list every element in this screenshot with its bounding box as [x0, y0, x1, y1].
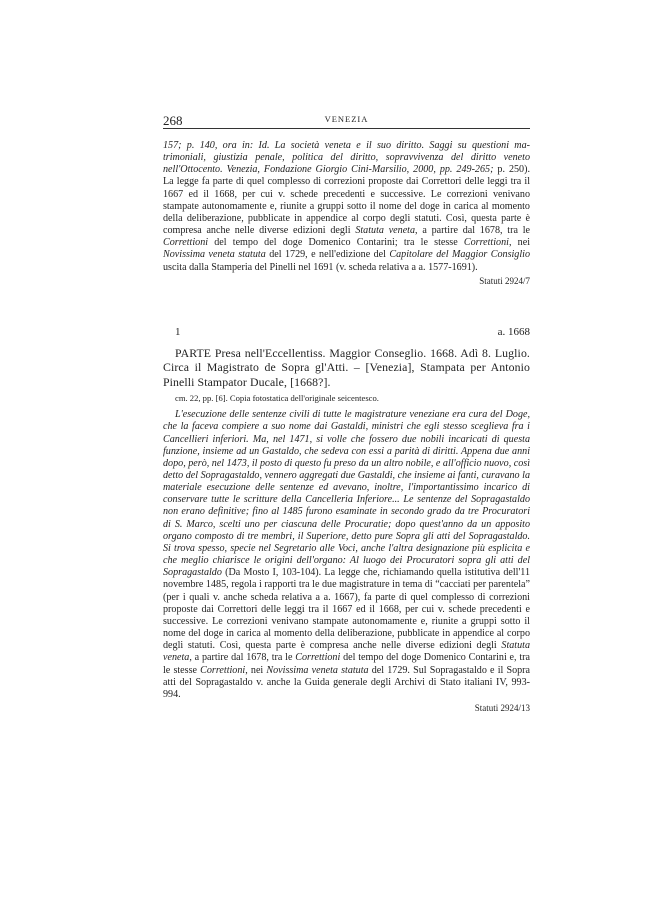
note-text-1: (Da Mosto I, 103-104). La legge che, richiamando quella istitutiva dell'11 novembre 1485, regola i rapporti tra le due magistrature in tema di “cacciati per parentela” (per i quali v. anche scheda relativa a a. 1667), fa parte di quel complesso di correzioni proposte dai Correttori delle leggi tra il 1667 ed il 1668, per cui v. schede precedenti e successive. Le correzioni venivano stampate autonomamente e, riunite a gruppi sotto il nome del doge in carica al momento della deliberazione, pubblicate in appendice al corpo degli statuti. Così, questa parte è compresa anche nelle diverse edizioni degli	[163, 567, 530, 652]
continuation-segment: delle leggi tra il 1667 ed il 1668, per cui v. schede precedenti e successive. Le	[163, 176, 531, 200]
continuation-segment: Id. La società veneta e il suo diritto. Saggi su questioni ma-	[258, 140, 531, 151]
continuation-segment: degli	[330, 225, 356, 237]
entry-description: cm. 22, pp. [6]. Copia fotostatica dell'originale seicentesco.	[175, 393, 379, 404]
continuation-segment: 1729, e nell'edizione del	[284, 249, 390, 261]
note-italic-2: Statuta veneta	[163, 640, 530, 664]
running-title: VENEZIA	[324, 114, 369, 124]
page	[163, 110, 530, 714]
continuation-segment: Capitolare del Maggior Consiglio	[389, 249, 531, 261]
continuation-segment: Novissima veneta statuta	[163, 249, 266, 261]
entry-number: 1	[175, 325, 181, 338]
shelfmark: Statuti 2924/13	[474, 702, 530, 713]
entry-note	[163, 409, 530, 701]
continuation-segment: , nei	[508, 237, 530, 249]
continuation-segment: Correttioni	[163, 237, 209, 249]
continuation-segment: corpo degli statuti. Così, questa parte è compresa anche nelle diverse edizioni	[163, 212, 530, 237]
continuation-segment: , a partire dal 1678, tra le	[415, 225, 530, 237]
continuation-segment: correzioni venivano stampate autonomamente e, riunite a gruppi sotto il nome	[163, 188, 530, 212]
continuation-segment: uscita dalla Stamperia	[163, 261, 253, 273]
continuation-segment: 157; p. 140, ora in:	[163, 140, 259, 151]
entry-header	[163, 326, 530, 338]
note-italic-6: Correttioni	[200, 664, 246, 676]
shelfmark-previous: Statuti 2924/7	[479, 275, 530, 286]
continuation-segment: del Pinelli nel 1691 (v. scheda relativa a a. 1577-1691).	[254, 261, 478, 273]
entry-year: a. 1668	[497, 325, 530, 338]
continuation-segment: Correttioni	[463, 237, 509, 249]
note-italic: L'esecuzione delle sentenze civili di tutte le magistrature veneziane era cura del Doge, che la faceva compiere a suo nome dai Gastaldi, ministri che egli stesso sceglieva fra i Cancellieri inferiori. Ma, nel 1471, si volle che fossero due nobili incaricati di questa funzione, insieme ad un Gastaldo, che sedeva con essi a parità di diritti. Appena due anni dopo, però, nel 1473, il posto di questo fu preso da un altro nobile, e all'officio nuovo, così detto del Sopragastaldo, vennero aggregati due Gastaldi, che insieme ai fanti, curavano la materiale esecuzione delle sentenze ed avevano, inoltre, l'importantissimo incarico di conservare tutte le scritture della Cancelleria Inferiore... Le sentenze del Sopragastaldo non erano definitive; fino al 1485 furono esaminate in secondo grado da tre Procuratori di S. Marco, scelti uno per ciascuna delle Procuratie; dopo quest'anno da un apposito organo composto di tre membri, il Superiore, detto pure Sopra gli atti del Sopragastaldo. Si trova spesso, specie nel Segretario alle Voci, anche l'altra designazione più esplicita e che meglio chiarisce le origini dell'organo: Al luogo dei Procuratori sopra gli atti del Sopragastaldo	[163, 409, 531, 579]
note-text-3: , a partire dal 1678, tra le	[189, 652, 296, 664]
continuation-segment: del doge in carica al momento della deliberazione, pubblicate in appendice al	[163, 200, 530, 224]
note-text-5: del tempo del doge Domenico Contarini e, tra le stesse	[163, 652, 530, 676]
continuation-segment: nell'Ottocento. Venezia, Fondazione Giorgio Cini-Marsilio, 2000, pp. 249-265;	[163, 164, 494, 176]
continuation-text	[163, 140, 530, 274]
note-italic-8: Novissima veneta statuta	[266, 664, 369, 676]
note-text-9: del 1729. Sul Sopragastaldo e il Sopra atti del Sopragastaldo v. anche la Guida generale degli Archivi di Stato italiani IV, 993-994.	[163, 664, 531, 700]
note-italic-4: Correttioni	[295, 652, 341, 664]
note-text-7: , nei	[245, 664, 267, 676]
continuation-segment: del tempo del doge	[208, 237, 303, 249]
continuation-segment: Domenico Contarini; tra le stesse	[308, 237, 464, 249]
continuation-segment: del	[265, 249, 282, 261]
continuation-segment: p. 250). La legge fa parte di quel complesso di correzioni proposte dai Correttori	[163, 164, 530, 188]
page-header	[163, 110, 530, 129]
continuation-segment: trimoniali, giustizia penale, politica del diritto, sopravvivenza del diritto veneto	[163, 152, 530, 164]
entry-title: PARTE Presa nell'Eccellentiss. Maggior Conseglio. 1668. Adì 8. Luglio. Circa il Magistrato de Sopra gl'Atti. – [Venezia], Stampata per Antonio Pinelli Stampator Ducale, [1668?].	[163, 345, 530, 389]
continuation-segment: Statuta veneta	[355, 225, 416, 237]
page-number: 268	[163, 113, 183, 128]
